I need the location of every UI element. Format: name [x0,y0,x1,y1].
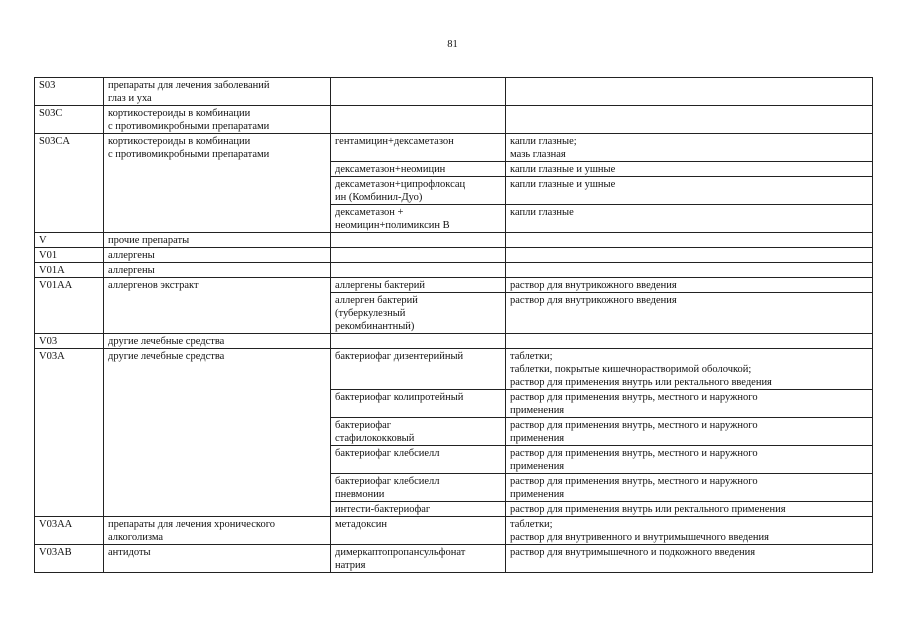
group-name-cell: кортикостероиды в комбинации с противомикробными препаратами [104,106,331,134]
drug-name-cell [331,263,506,278]
group-name-cell: аллергены [104,263,331,278]
atc-code-cell: V [35,233,104,248]
table-row [35,106,873,134]
drug-name-cell: бактериофаг колипротейный [331,390,506,418]
table-row [35,517,873,545]
dosage-form-cell: капли глазные и ушные [506,177,873,205]
dosage-form-cell: капли глазные [506,205,873,233]
drug-name-cell: гентамицин+дексаметазон [331,134,506,162]
atc-drug-table [34,77,873,573]
dosage-form-cell: раствор для внутрикожного введения [506,293,873,334]
drug-name-cell: дексаметазон+ципрофлоксац ин (Комбинил-Дуо) [331,177,506,205]
page-number: 81 [447,39,458,50]
atc-code-cell: S03CA [35,134,104,233]
dosage-form-cell: раствор для применения внутрь, местного и наружного применения [506,390,873,418]
dosage-form-cell: раствор для применения внутрь, местного и наружного применения [506,418,873,446]
dosage-form-cell: таблетки; таблетки, покрытые кишечнорастворимой оболочкой; раствор для применения внутрь или ректального введения [506,349,873,390]
drug-name-cell: димеркаптопропансульфонат натрия [331,545,506,573]
drug-name-cell [331,106,506,134]
dosage-form-cell [506,78,873,106]
drug-name-cell: бактериофаг клебсиелл [331,446,506,474]
dosage-form-cell: раствор для применения внутрь, местного и наружного применения [506,446,873,474]
drug-name-cell [331,233,506,248]
dosage-form-cell: раствор для применения внутрь или ректального применения [506,502,873,517]
dosage-form-cell: капли глазные и ушные [506,162,873,177]
atc-code-cell: S03C [35,106,104,134]
group-name-cell: аллергенов экстракт [104,278,331,334]
group-name-cell: другие лечебные средства [104,349,331,517]
atc-code-cell: V03A [35,349,104,517]
table-row [35,248,873,263]
atc-code-cell: S03 [35,78,104,106]
atc-code-cell: V01A [35,263,104,278]
drug-name-cell [331,248,506,263]
drug-name-cell: аллергены бактерий [331,278,506,293]
drug-name-cell [331,78,506,106]
drug-name-cell: бактериофаг стафилококковый [331,418,506,446]
group-name-cell: препараты для лечения хронического алкоголизма [104,517,331,545]
table-row [35,134,873,162]
group-name-cell: другие лечебные средства [104,334,331,349]
group-name-cell: прочие препараты [104,233,331,248]
atc-code-cell: V01AA [35,278,104,334]
table-row [35,545,873,573]
drug-name-cell [331,334,506,349]
drug-name-cell: метадоксин [331,517,506,545]
dosage-form-cell [506,248,873,263]
drug-name-cell: дексаметазон+неомицин [331,162,506,177]
table-row [35,263,873,278]
dosage-form-cell [506,334,873,349]
group-name-cell: кортикостероиды в комбинации с противомикробными препаратами [104,134,331,233]
atc-code-cell: V03 [35,334,104,349]
dosage-form-cell: капли глазные; мазь глазная [506,134,873,162]
group-name-cell: аллергены [104,248,331,263]
table-row [35,278,873,293]
dosage-form-cell: раствор для внутримышечного и подкожного введения [506,545,873,573]
atc-code-cell: V01 [35,248,104,263]
dosage-form-cell [506,106,873,134]
drug-name-cell: бактериофаг дизентерийный [331,349,506,390]
dosage-form-cell [506,233,873,248]
dosage-form-cell: раствор для применения внутрь, местного и наружного применения [506,474,873,502]
drug-name-cell: дексаметазон + неомицин+полимиксин В [331,205,506,233]
atc-code-cell: V03AA [35,517,104,545]
dosage-form-cell [506,263,873,278]
dosage-form-cell: раствор для внутрикожного введения [506,278,873,293]
table-row [35,78,873,106]
dosage-form-cell: таблетки; раствор для внутривенного и внутримышечного введения [506,517,873,545]
table-row [35,233,873,248]
table-row [35,334,873,349]
drug-name-cell: бактериофаг клебсиелл пневмонии [331,474,506,502]
table-row [35,349,873,390]
atc-code-cell: V03AB [35,545,104,573]
group-name-cell: антидоты [104,545,331,573]
group-name-cell: препараты для лечения заболеваний глаз и уха [104,78,331,106]
drug-name-cell: аллерген бактерий (туберкулезный рекомбинантный) [331,293,506,334]
drug-name-cell: интести-бактериофаг [331,502,506,517]
